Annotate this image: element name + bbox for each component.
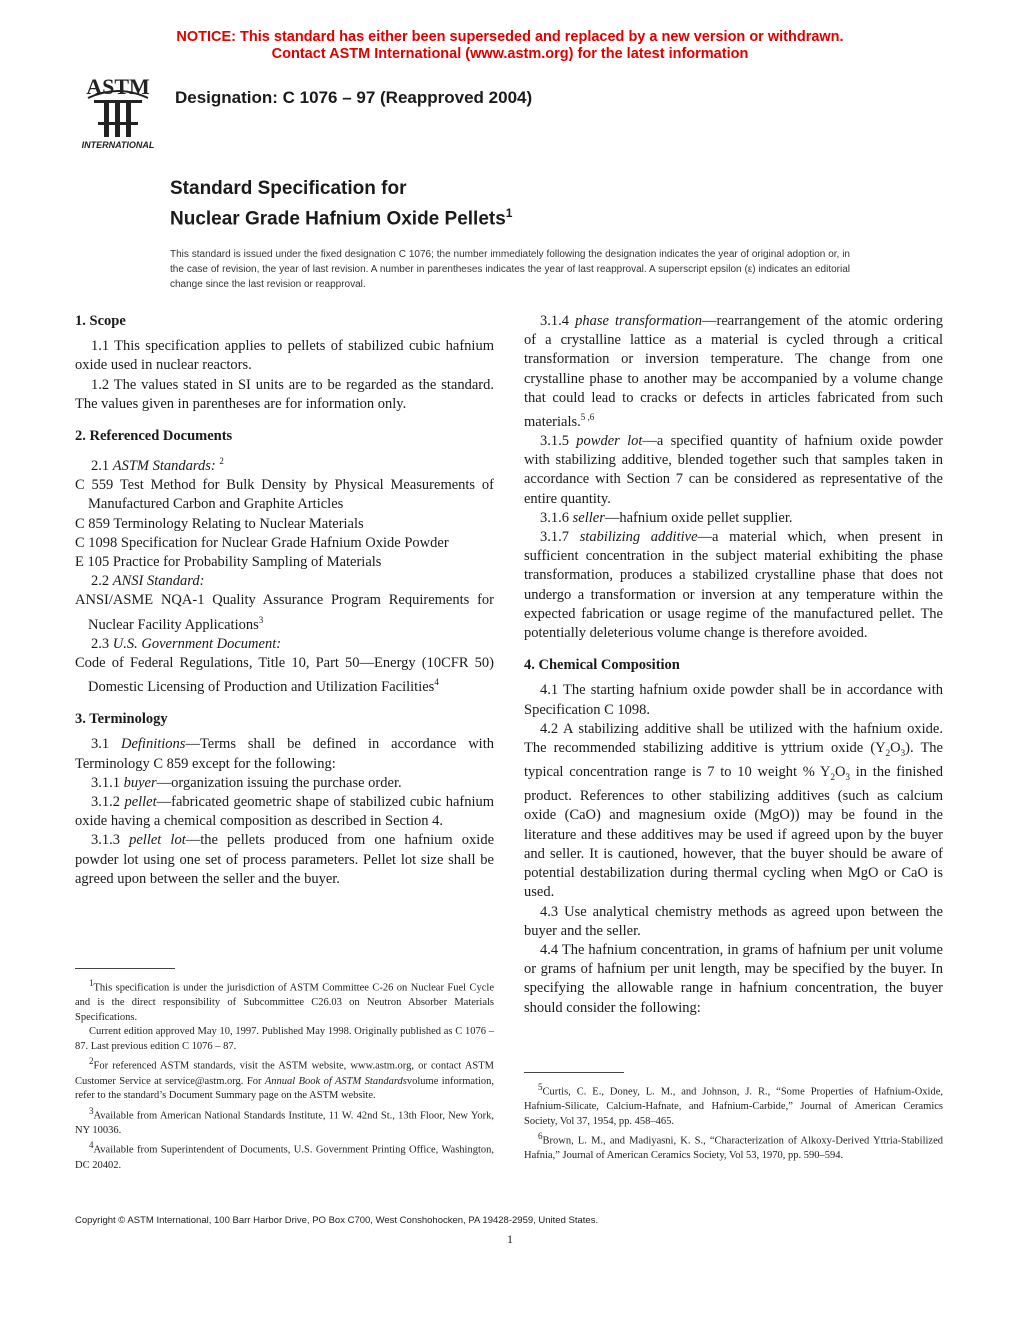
footnote-5: $^5$Curtis, C. E., Doney, L. M., and Johnson, J. R., “Some Properties of Hafnium-Oxide, Hafnium-Silicate, Calcium-Hafnate, and Hafnium-Carbide,” Journal of American Ceramics Society, Vol 37, 1954, pp. 458–465. [524,1082,943,1127]
para-4-2: 4.2 A stabilizing additive shall be utilized with the hafnium oxide. The recommended stabilizing additive is yttrium oxide $(Y_2O_3)$. The typical concentration range is 7 to 10 weight % $Y_2O_3$ in the finished product. References to other stabilizing additives (such as calcium oxide (CaO) and magnesium oxide (MgO)) may be found in the literature and these additives may be used if agreed upon by the buyer and seller. It is cautioned, however, that the buyer should be aware of potential destabilization during thermal cycling when MgO or CaO is used. [524,720,943,901]
para-4-3: 4.3 Use analytical chemistry methods as agreed upon between the buyer and the seller. [524,903,943,939]
para-3-1-1: 3.1.1 buyer—organization issuing the purchase order. [91,774,402,791]
ref-e105: E 105 Practice for Probability Sampling of Materials [75,554,382,571]
para-3-1-4: 3.1.4 phase transformation—rearrangement of the atomic ordering of a crystalline lattice as a material is cycled through a critical transformation or inversion temperature. The change from one crystalline phase to another may be accompanied by a volume change that could lead to cracks or defects in articles fabricated from such materials.$^{5 ,6}$ [524,313,943,430]
section-4-heading: 4. Chemical Composition [524,657,680,674]
withdrawal-notice [0,29,1020,63]
para-1-2: 1.2 The values stated in SI units are to be regarded as the standard. The values given in parentheses are for information only. [75,376,494,412]
copyright: Copyright © ASTM International, 100 Barr Harbor Drive, PO Box C700, West Conshohocken, PA 19428-2959, United States. [75,1215,599,1226]
footnote-rule-right [524,1072,624,1073]
notice-line-1: NOTICE: This standard has either been superseded and replaced by a new version or withdrawn. [176,29,844,45]
footnote-3: $^3$Available from American National Standards Institute, 11 W. 42nd St., 13th Floor, New York, NY 10036. [75,1105,494,1136]
section-2-heading: 2. Referenced Documents [75,428,233,445]
para-2-2: 2.2 ANSI Standard: [91,573,205,590]
ref-c859: C 859 Terminology Relating to Nuclear Materials [75,515,364,532]
ref-c559: C 559 Test Method for Bulk Density by Physical Measurements of Manufactured Carbon and Graphite Articles [75,477,494,513]
footnotes-left [75,976,494,1173]
issued-note: This standard is issued under the fixed designation C 1076; the number immediately following the designation indicates the year of original adoption or, in the case of revision, the year of last revision. A number in parentheses indicates the year of last reapproval. A superscript epsilon (ε) indicates an editorial change since the last revision or reapproval. [170,249,850,290]
footnote-4: $^4$Available from Superintendent of Documents, U.S. Government Printing Office, Washington, DC 20402. [75,1140,494,1171]
ref-ansi: ANSI/ASME NQA-1 Quality Assurance Program Requirements for Nuclear Facility Applications$^3$ [75,592,494,633]
page-title [170,176,512,231]
para-3-1-7: 3.1.7 stabilizing additive—a material which, when present in sufficient concentration in the subject material exhibiting the phase transformation, produces a stabilized crystalline phase that does not undergo a transformation or inversion at any temperature within the expected fabrication or usage regime of the manufactured pellet. The potentially deleterious volume change is therefore avoided. [524,529,943,642]
footnote-rule-left [75,968,175,969]
para-1-1: 1.1 This specification applies to pellets of stabilized cubic hafnium oxide used in nuclear reactors. [75,338,494,374]
para-3-1-5: 3.1.5 powder lot—a specified quantity of hafnium oxide powder with stabilizing additive, blended together such that samples taken in accordance with Section 7 can be considered as representative of the entire quantity. [524,433,943,507]
para-3-1: 3.1 Definitions—Terms shall be defined in accordance with Terminology C 859 except for the following: [75,736,494,772]
notice-line-2: Contact ASTM International (www.astm.org) for the latest information [271,46,749,62]
title-line-2: Nuclear Grade Hafnium Oxide Pellets$^1$ [170,206,513,230]
ref-c1098: C 1098 Specification for Nuclear Grade Hafnium Oxide Powder [75,534,449,551]
para-3-1-6: 3.1.6 seller—hafnium oxide pellet supplier. [540,509,793,526]
para-4-1: 4.1 The starting hafnium oxide powder shall be in accordance with Specification C 1098. [524,682,943,718]
footnote-1: $^1$This specification is under the jurisdiction of ASTM Committee C-26 on Nuclear Fuel Cycle and is the direct responsibility of Subcommittee C26.03 on Neutron Absorber Materials Specifications. [75,978,494,1023]
para-3-1-2: 3.1.2 pellet—fabricated geometric shape of stabilized cubic hafnium oxide having a chemical composition as described in Section 4. [75,793,495,830]
logo-text: ASTM [86,74,150,99]
footnote-2: $^2$For referenced ASTM standards, visit the ASTM website, www.astm.org, or contact ASTM Customer Service at service@astm.org. For Annual Book of ASTM Standardsvolume information, refer to the standard’s Document Summary page on the ASTM website. [75,1056,494,1102]
title-line-1: Standard Specification for [170,178,407,199]
astm-logo-icon [74,72,162,152]
footnote-1-edition: Current edition approved May 10, 1997. Published May 1998. Originally published as C 1076 – 87. Last previous edition C 1076 – 87. [75,1026,494,1052]
section-1-heading: 1. Scope [75,313,126,329]
para-3-1-3: 3.1.3 pellet lot—the pellets produced from one hafnium oxide powder lot using one set of process parameters. Pellet lot size shall be agreed upon between the seller and the buyer. [75,832,495,887]
para-2-1: 2.1 ASTM Standards: $^2$ [91,456,224,475]
right-column [524,312,943,1018]
left-column [75,312,494,889]
designation: Designation: C 1076 – 97 (Reapproved 2004) [175,88,533,107]
page-number: 1 [507,1232,513,1246]
para-4-4: 4.4 The hafnium concentration, in grams of hafnium per unit volume or grams of hafnium per unit length, may be specified by the buyer. In specifying the allowable range in hafnium concentration, the buyer should consider the following: [524,941,943,1016]
footnotes-right [524,1080,943,1164]
title-footnote-mark: 1 [505,206,513,220]
ref-cfr: Code of Federal Regulations, Title 10, Part 50—Energy (10CFR 50) Domestic Licensing of Production and Utilization Facilities$^4$ [75,654,494,695]
para-2-3: 2.3 U.S. Government Document: [91,635,282,652]
footnote-6: $^6$Brown, L. M., and Madiyasni, K. S., “Characterization of Alkoxy-Derived Yttria-Stabilized Hafnia,” Journal of American Ceramics Society, Vol 53, 1970, pp. 590–594. [524,1131,943,1162]
section-3-heading: 3. Terminology [75,711,168,728]
logo-caption: INTERNATIONAL [81,140,155,150]
